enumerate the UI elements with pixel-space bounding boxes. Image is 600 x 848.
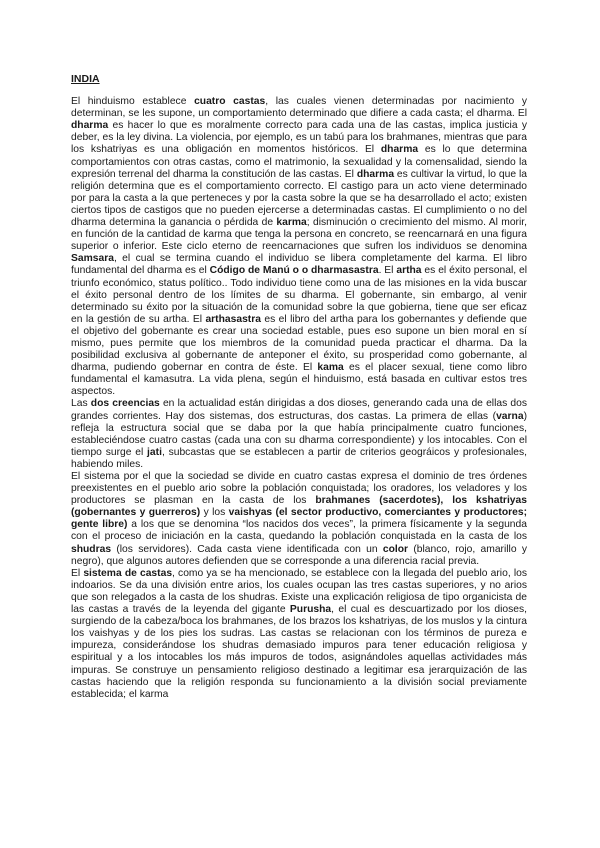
document-page	[71, 73, 527, 701]
page-title: INDIA	[71, 73, 100, 85]
text-run: (blanco, rojo, amarillo y negro), que algunos autores defienden que se corresponde a una diferencia racial previa.	[71, 543, 527, 567]
text-run: a los que se denomina “los nacidos dos veces”, la primera físicamente y la segunda con el proceso de iniciación en la casta, quedando la población conquistada en la casta de los	[71, 519, 527, 543]
bold-term: dharma	[356, 168, 395, 180]
text-run: es el libro del artha para los gobernantes y defiende que el objetivo del gobernante es crear una sociedad estable, pues eso supone un bien moral en sí mismo, pues permite que los miembros de la comunidad pueda practicar el dharma. Da la posibilidad exclusiva al gobernante de anteponer el éxito, su prosperidad como gobernante, al dharma, pudiendo gobernar en contra de éste. El	[71, 313, 528, 374]
document-body	[71, 96, 527, 701]
bold-term: vaishyas (el sector productivo, comerciantes y productores; gente libre)	[71, 507, 527, 531]
text-run: y los	[200, 507, 229, 519]
text-run: Las	[71, 398, 91, 410]
bold-term: cuatro castas	[194, 96, 266, 108]
body-paragraph	[71, 568, 527, 701]
bold-term: dharma	[380, 144, 419, 156]
text-run: en la actualidad están dirigidas a dos dioses, generando cada una de ellas dos grandes corrientes. Hay dos sistemas, dos estructuras, dos castas. La primera de ellas (	[71, 398, 528, 422]
bold-term: dos creencias	[90, 398, 160, 410]
bold-term: Samsara	[71, 253, 114, 265]
text-run: , el cual se termina cuando el individuo se libera completamente del karma. El libro fundamental del dharma es el	[71, 253, 527, 277]
bold-term: arthasastra	[205, 313, 261, 325]
text-run: El	[71, 567, 84, 579]
bold-term: jati	[147, 446, 162, 458]
text-run: es el éxito personal, el triunfo económico, status político.. Todo individuo tiene como una de las misiones en la vida buscar el éxito personal dentro de los límites de su dharma. El gobernante, sin embargo, al venir determinado su éxito por la situación de la comunidad sobre la que gobierna, tiene que ser eficaz en la gestión de su artha. El	[71, 265, 527, 325]
text-run: es el placer sexual, tiene como libro fundamental el kamasutra. La vida plena, según el hinduismo, está basada en cultivar estos tres aspectos.	[71, 362, 527, 398]
text-run: es lo que determina comportamientos con otras castas, como el matrimonio, la sexualidad y la comensalidad, siendo la expresión terrenal del dharma la constitución de las castas. El	[71, 144, 527, 180]
text-run: ; disminución o crecimiento del mismo. Al morir, en función de la cantidad de karma que tenga la persona en concreto, se reencarnará en una figura superior o inferior. Este ciclo eterno de reencarnaciones que sufren los individuos se denomina	[71, 217, 527, 253]
bold-term: Código de Manú o o dharmasastra	[209, 265, 379, 277]
text-run: es hacer lo que es moralmente correcto para cada una de las castas, implica justicia y deber, es la ley divina. La violencia, por ejemplo, es un tabú para los brahmanes, mientras que para los kshatriyas es una obligación en momentos históricos. El	[71, 120, 527, 156]
text-run: ) refleja la estructura social que se daba por la que había principalmente cuatro funciones, estableciéndose cuatro castas (cada una con su dharma correspondiente) y los intocables. Con el tiempo surge el	[71, 410, 527, 458]
body-paragraph	[71, 471, 527, 568]
bold-term: kama	[317, 362, 344, 374]
body-paragraph	[71, 398, 527, 471]
body-paragraph	[71, 96, 527, 398]
bold-term: dharma	[71, 120, 109, 132]
text-run: El hinduismo establece	[71, 96, 195, 108]
text-run: . El	[378, 265, 397, 277]
bold-term: karma	[276, 217, 307, 229]
bold-term: brahmanes (sacerdotes), los kshatriyas (gobernantes y guerreros)	[71, 495, 527, 519]
bold-term: shudras	[71, 543, 112, 555]
bold-term: varna	[496, 410, 524, 422]
bold-term: color	[382, 543, 409, 555]
text-run: es cultivar la virtud, lo que la religión determina que es el comportamiento correcto. El castigo para un acto viene determinado por para la casta a la que perteneces y por la casta sobre la que se ha desarrollado el acto; existen ciertos tipos de castigos que no pueden ejercerse a determinadas castas. El cumplimiento o no del dharma determina la ganancia o pérdida de	[71, 168, 527, 229]
text-run: , como ya se ha mencionado, se establece con la llegada del pueblo ario, los indoarios. Se da una división entre arios, los cuales ocupan las tres castas superiores, y no arios que son relegados a la casta de los shudras. Existe una explicación religiosa de tipo organicista de las castas a través de la leyenda del gigante	[71, 567, 527, 616]
bold-term: sistema de castas	[83, 567, 173, 579]
text-run: El sistema por el que la sociedad se divide en cuatro castas expresa el dominio de tres órdenes preexistentes en el pueblo ario sobre la población conquistada; los oradores, los veladores y los productores se plasman en la casta de los	[71, 471, 527, 507]
text-run: , subcastas que se establecen a partir de criterios geográicos y profesionales, habiendo miles.	[71, 446, 527, 470]
text-run: , las cuales vienen determinadas por nacimiento y determinan, se les supone, un comportamiento determinado que difiere a cada casta; el dharma. El	[71, 96, 527, 120]
bold-term: artha	[396, 265, 422, 277]
bold-term: Purusha	[289, 604, 332, 616]
text-run: (los servidores). Cada casta viene identificada con un	[111, 543, 383, 555]
text-run: , el cual es descuartizado por los dioses, surgiendo de la cabeza/boca los brahmanes, de los brazos los kshatriyas, de los muslos y la cintura los vaishyas y de los pies los sudras. Las castas se relacionan con los términos de pureza e impureza, considerándose los shudras demasiado impuros para tener educación religiosa y espiritual y a los intocables los más impuros de todos, asignándoles aquellas actividades más impuras. Se construye un pensamiento religioso destinado a legitimar esa jerarquización de las castas haciendo que la religión responda su funcionamiento a la división social previamente establecida; el karma	[71, 604, 528, 700]
